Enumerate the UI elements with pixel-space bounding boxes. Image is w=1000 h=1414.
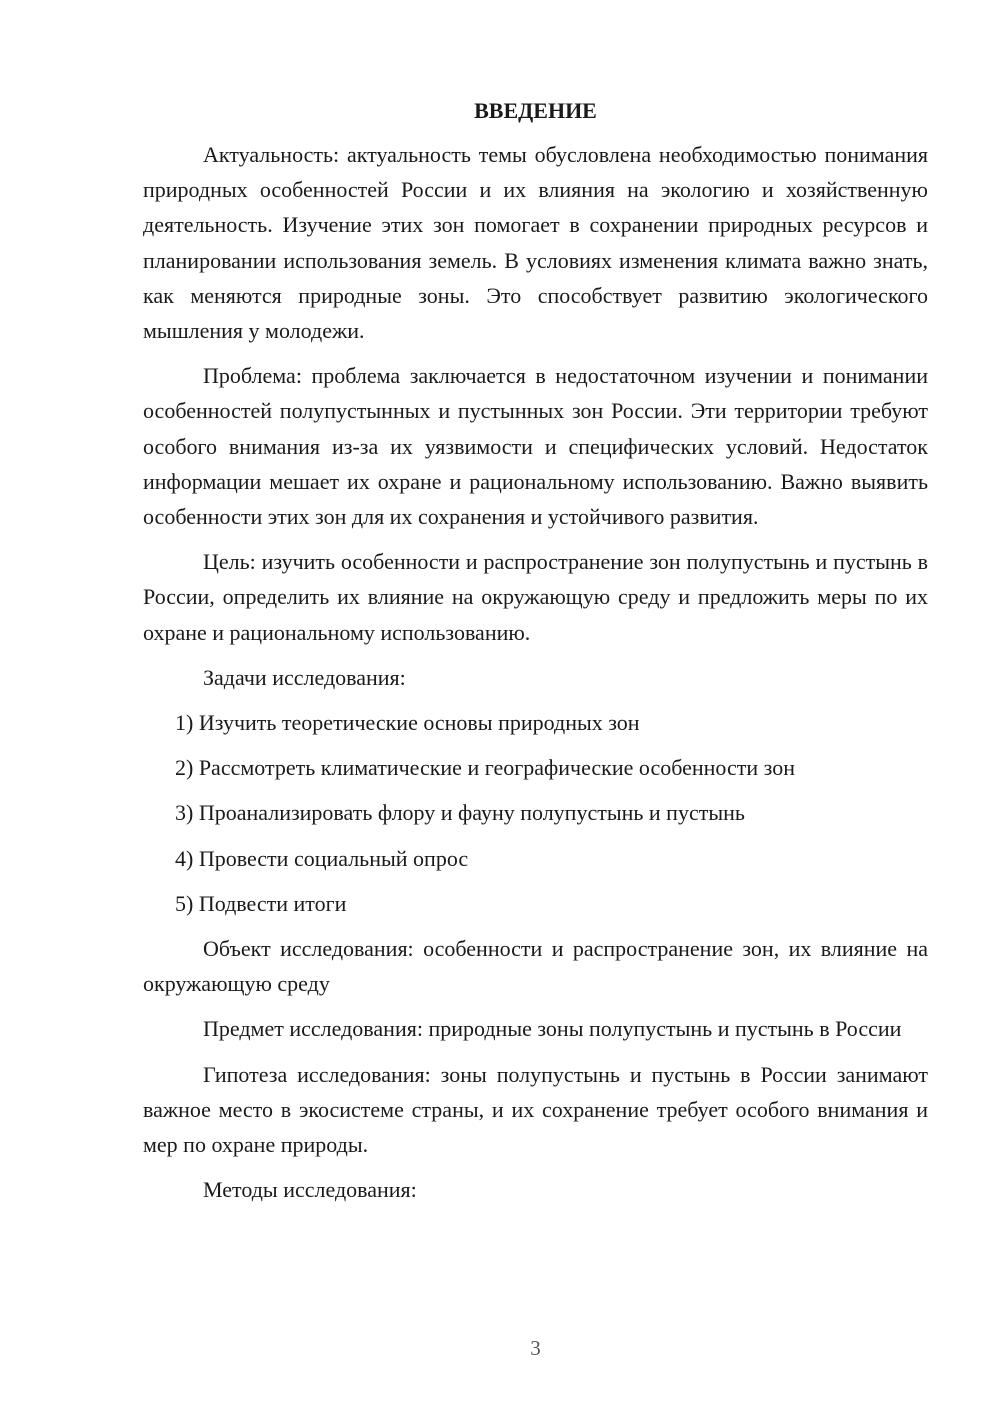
page-content — [143, 95, 928, 1217]
tasks-heading: Задачи исследования: — [203, 664, 406, 690]
task-item-2: 2) Рассмотреть климатические и географические особенности зон — [175, 755, 795, 781]
task-item-4: 4) Провести социальный опрос — [175, 845, 469, 871]
relevance-paragraph: Актуальность: актуальность темы обусловлена необходимостью понимания природных особенностей России и их влияния на экологию и хозяйственную деятельность. Изучение этих зон помогает в сохранении природных ресурсов и планировании использования земель. В условиях изменения климата важно знать, как меняются природные зоны. Это способствует развитию экологического мышления у молодежи. — [143, 142, 928, 344]
methods-heading: Методы исследования: — [203, 1177, 417, 1203]
task-item-5: 5) Подвести итоги — [175, 890, 347, 916]
hypothesis-paragraph: Гипотеза исследования: зоны полупустынь и пустынь в России занимают важное место в экосистеме страны, и их сохранение требует особого внимания и мер по охране природы. — [143, 1061, 928, 1158]
goal-paragraph: Цель: изучить особенности и распространение зон полупустынь и пустынь в России, определить их влияние на окружающую среду и предложить меры по их охране и рациональному использованию. — [143, 549, 928, 645]
problem-paragraph: Проблема: проблема заключается в недостаточном изучении и понимании особенностей полупустынных и пустынных зон России. Эти территории требуют особого внимания из-за их уязвимости и специфических условий. Недостаток информации мешает их охране и рациональному использованию. Важно выявить особенности этих зон для их сохранения и устойчивого развития. — [143, 363, 928, 530]
object-paragraph: Объект исследования: особенности и распространение зон, их влияние на окружающую среду — [143, 936, 928, 997]
page-title: ВВЕДЕНИЕ — [474, 98, 597, 123]
tasks-list — [143, 705, 928, 921]
page-number: 3 — [530, 1336, 541, 1360]
task-item-1: 1) Изучить теоретические основы природных зон — [175, 710, 640, 736]
subject-paragraph: Предмет исследования: природные зоны полупустынь и пустынь в России — [203, 1016, 902, 1042]
task-item-3: 3) Проанализировать флору и фауну полупустынь и пустынь — [175, 800, 745, 826]
